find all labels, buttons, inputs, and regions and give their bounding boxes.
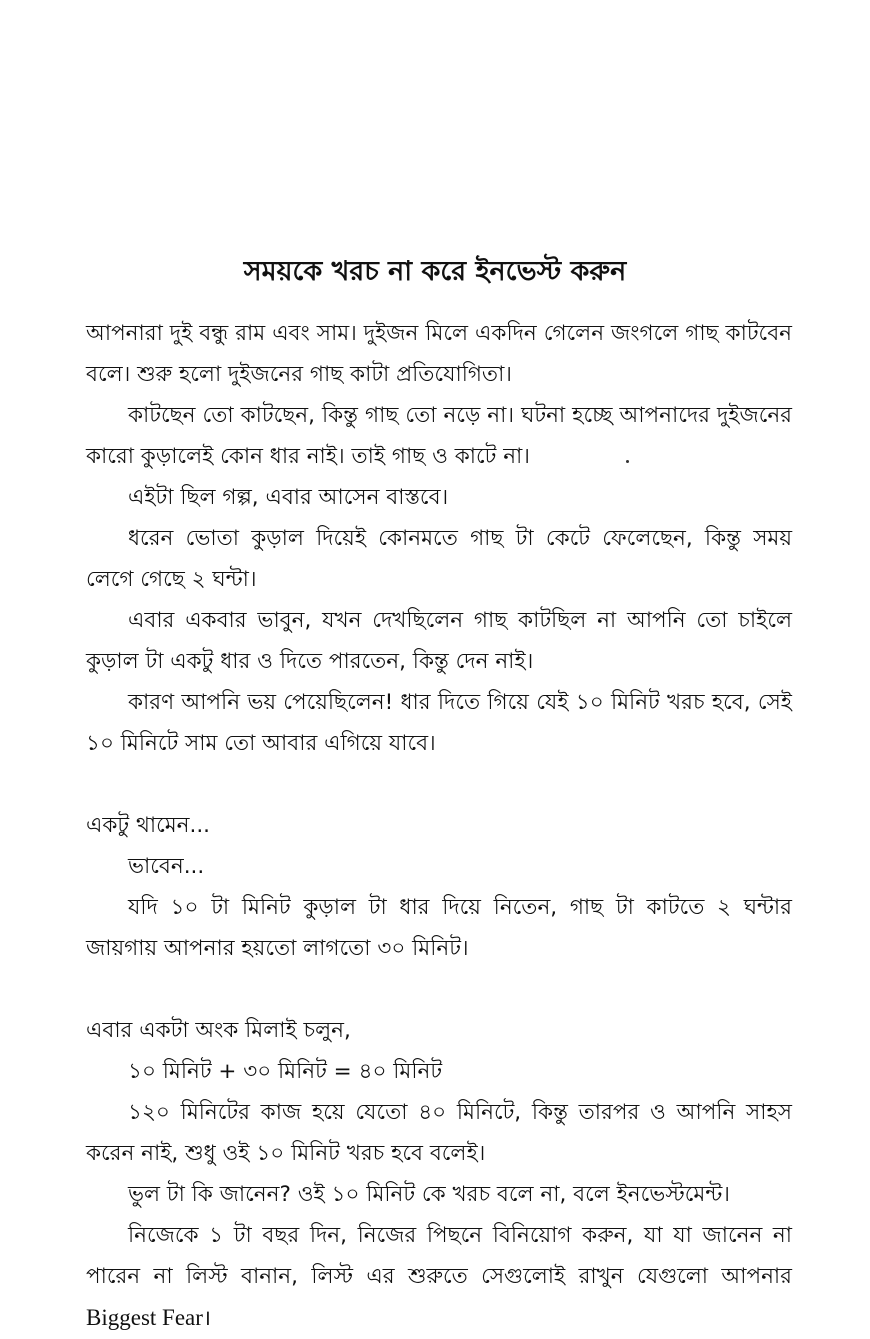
paragraph-2: কাটছেন তো কাটছেন, কিন্তু গাছ তো নড়ে না। ঘটনা হচ্ছে আপনাদের দুইজনের কারো কুড়ালেই কোন ধার নাই। তাই গাছ ও কাটে না। [86,403,792,469]
paragraph-7: একটু থামেন... [86,813,211,838]
english-phrase: Biggest Fear [86,1305,203,1330]
sentence-end-mark: । [202,1306,212,1331]
paragraph-3: এইটা ছিল গল্প, এবার আসেন বাস্তবে। [128,485,449,510]
print-speck [626,460,629,463]
paragraph-6: কারণ আপনি ভয় পেয়েছিলেন! ধার দিতে গিয়ে যেই ১০ মিনিট খরচ হবে, সেই ১০ মিনিটে সাম তো আবার এগিয়ে যাবে। [86,690,792,756]
page-title: সময়কে খরচ না করে ইনভেস্ট করুন [243,256,627,287]
paragraph-9: যদি ১০ টা মিনিট কুড়াল টা ধার দিয়ে নিতেন, গাছ টা কাটতে ২ ঘন্টার জায়গায় আপনার হয়তো লাগতো ৩০ মিনিট। [86,895,792,961]
paragraph-13 [86,1215,792,1339]
paragraph-8: ভাবেন... [128,854,205,879]
paragraph-10: এবার একটা অংক মিলাই চলুন, [86,1018,351,1043]
equation-line: ১০ মিনিট + ৩০ মিনিট = ৪০ মিনিট [128,1059,443,1084]
blank-line [86,764,792,805]
paragraph-5: এবার একবার ভাবুন, যখন দেখছিলেন গাছ কাটছিল না আপনি তো চাইলে কুড়াল টা একটু ধার ও দিতে পারতেন, কিন্তু দেন নাই। [86,608,792,674]
paragraph-12: ভুল টা কি জানেন? ওই ১০ মিনিট কে খরচ বলে না, বলে ইনভেস্টমেন্ট। [128,1182,730,1207]
body-text [86,313,792,1339]
paragraph-1: আপনারা দুই বন্ধু রাম এবং সাম। দুইজন মিলে একদিন গেলেন জংগলে গাছ কাটবেন বলে। শুরু হলো দুইজনের গাছ কাটা প্রতিযোগিতা। [86,321,792,387]
paragraph-13-text: নিজেকে ১ টা বছর দিন, নিজের পিছনে বিনিয়োগ করুন, যা যা জানেন না পারেন না লিস্ট বানান, লিস্ট এর শুরুতে সেগুলোই রাখুন যেগুলো আপনার [86,1223,792,1289]
blank-line [86,969,792,1010]
paragraph-4: ধরেন ভোতা কুড়াল দিয়েই কোনমতে গাছ টা কেটে ফেলেছেন, কিন্তু সময় লেগে গেছে ২ ঘন্টা। [86,526,792,592]
paragraph-11: ১২০ মিনিটের কাজ হয়ে যেতো ৪০ মিনিটে, কিন্তু তারপর ও আপনি সাহস করেন নাই, শুধু ওই ১০ মিনিট খরচ হবে বলেই। [86,1100,792,1166]
